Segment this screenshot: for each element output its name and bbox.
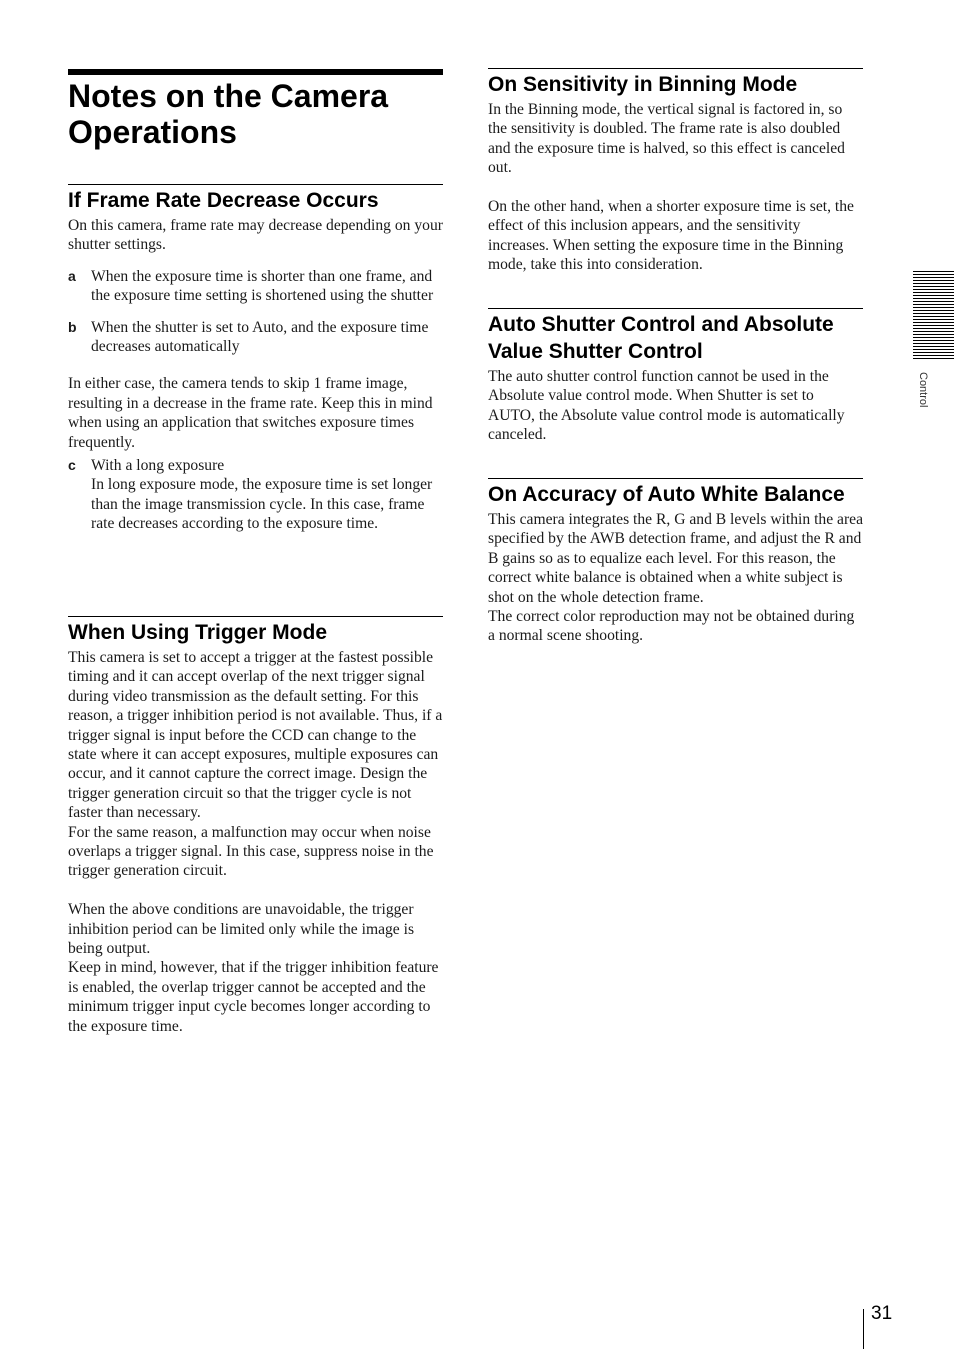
list-item-c: [68, 456, 443, 534]
trigger-paragraph-2: For the same reason, a malfunction may occur when noise overlaps a trigger signal. In this case, suppress noise in the trigger generation circuit.: [68, 823, 434, 880]
list-item-b-text: When the shutter is set to Auto, and the exposure time decreases automatically: [91, 318, 429, 356]
list-marker-c: c: [68, 457, 76, 474]
binning-paragraph-2: On the other hand, when a shorter exposure time is set, the effect of this inclusion appears, and the sensitivity increases. When setting the exposure time in the Binning mode, take this into consideration.: [488, 198, 854, 274]
section-trigger: [68, 616, 443, 1036]
awb-paragraph-2: The correct color reproduction may not be obtained during a normal scene shooting.: [488, 608, 855, 645]
binning-paragraph-1: In the Binning mode, the vertical signal is factored in, so the sensitivity is doubled. The frame rate is also doubled and the exposure time is halved, so this effect is canceled out.: [488, 101, 845, 177]
trigger-paragraph-3: When the above conditions are unavoidable, the trigger inhibition period can be limited only while the image is being output.: [68, 901, 415, 958]
section-auto-shutter: [488, 308, 863, 445]
section-heading-awb: On Accuracy of Auto White Balance: [488, 483, 845, 506]
section-frame-rate: [68, 184, 443, 534]
list-item-a: [68, 267, 443, 306]
page-number: 31: [871, 1303, 893, 1324]
awb-paragraph-1: This camera integrates the R, G and B levels within the area specified by the AWB detection frame, and adjust the R and B gains so as to equalize each level. For this reason, the correct white balance is obtained when a white subject is shot on the whole detection frame.: [488, 511, 863, 606]
section-heading-frame-rate: If Frame Rate Decrease Occurs: [68, 189, 379, 212]
auto-shutter-paragraph: The auto shutter control function cannot be used in the Absolute value control mode. When Shutter is set to AUTO, the Absolute value control mode is automatically canceled.: [488, 368, 845, 444]
list-item-c-title: With a long exposure: [91, 457, 225, 475]
section-heading-trigger: When Using Trigger Mode: [68, 621, 328, 644]
page-title: Notes on the Camera Operations: [68, 78, 389, 150]
frame-rate-intro: On this camera, frame rate may decrease depending on your shutter settings.: [68, 217, 443, 254]
trigger-paragraph-1: This camera is set to accept a trigger at the fastest possible timing and it can accept overlap of the next trigger signal during video transmission as the default setting. For this reason, a trigger inhibition period is not available. Thus, if a trigger signal is input before the CCD can change to the state where it can accept exposures, multiple exposures can occur, and it cannot capture the correct image. Design the trigger generation circuit so that the trigger cycle is not faster than necessary.: [68, 649, 443, 822]
trigger-paragraph-4: Keep in mind, however, that if the trigger inhibition feature is enabled, the overlap trigger cannot be accepted and the minimum trigger input cycle becomes longer according to the exposure time.: [68, 959, 439, 1035]
section-heading-auto-shutter: Auto Shutter Control and Absolute Value Shutter Control: [488, 313, 834, 363]
side-tab-marker: [913, 271, 954, 360]
section-heading-binning: On Sensitivity in Binning Mode: [488, 73, 798, 96]
list-marker-b: b: [68, 318, 77, 335]
title-rule: [68, 69, 443, 75]
list-item-c-text: In long exposure mode, the exposure time is set longer than the image transmission cycle. In this case, frame rate decreases according to the exposure time.: [91, 476, 433, 533]
list-marker-a: a: [68, 267, 76, 284]
side-tab-label: Control: [917, 372, 929, 408]
section-binning: [488, 68, 863, 275]
list-item-a-text: When the exposure time is shorter than one frame, and the exposure time setting is shortened using the shutter: [91, 267, 434, 305]
section-awb: [488, 478, 863, 646]
list-item-b: [68, 318, 443, 357]
page-number-divider: [863, 1309, 864, 1349]
frame-rate-middle-paragraph: In either case, the camera tends to skip 1 frame image, resulting in a decrease in the frame rate. Keep this in mind when using an application that switches exposure times frequently.: [68, 375, 433, 451]
